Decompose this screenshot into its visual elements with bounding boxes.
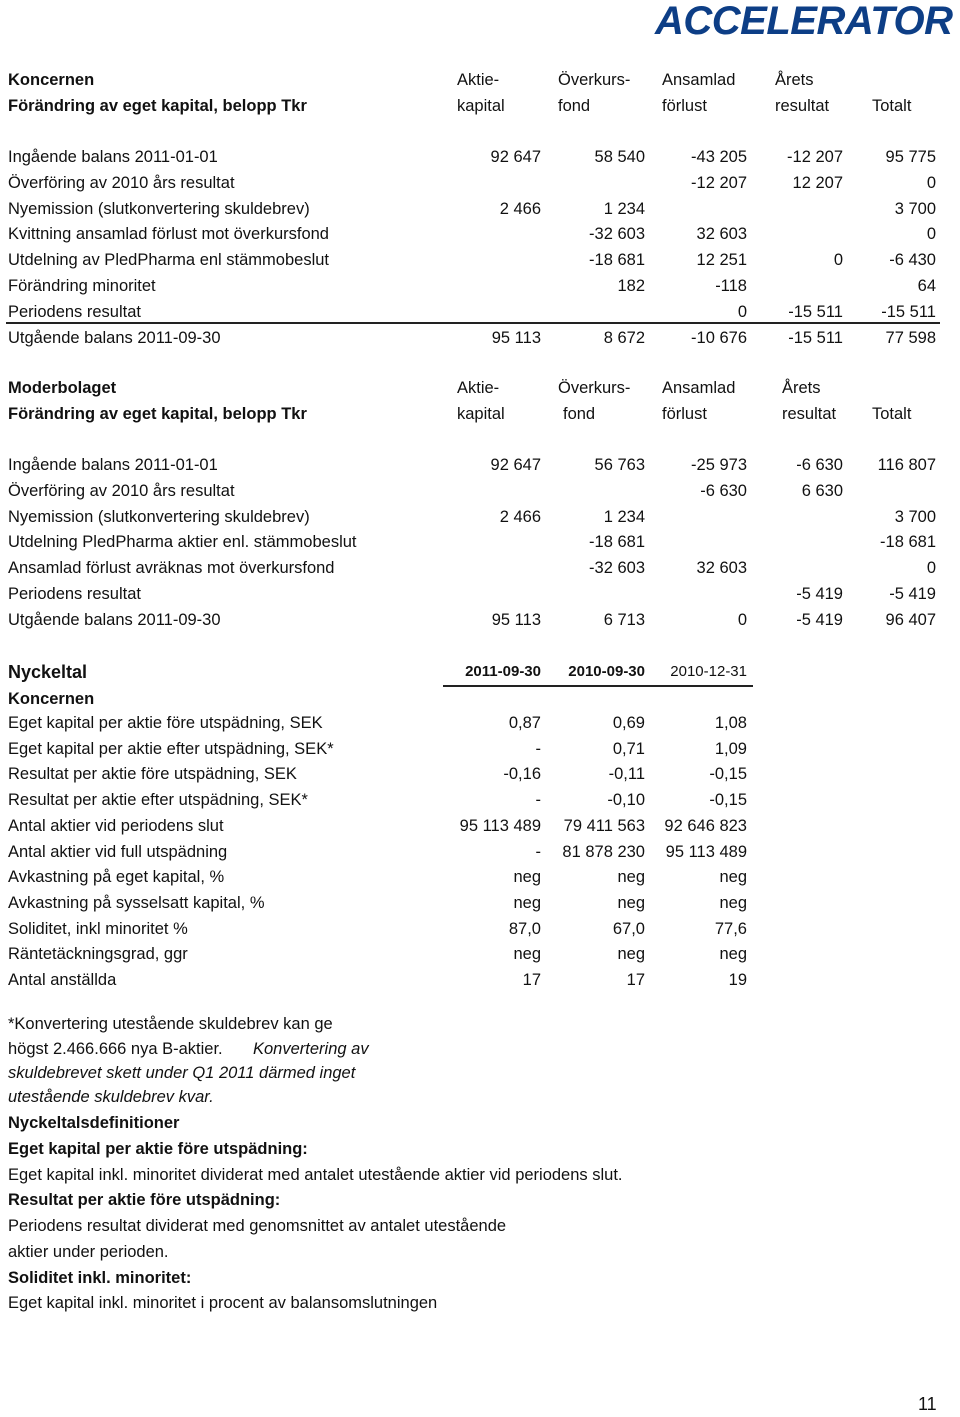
cell-value: -0,15 <box>709 765 747 784</box>
definition-text-row <box>0 1214 960 1238</box>
cell-value: -0,16 <box>503 765 541 784</box>
cell-value: neg <box>719 945 747 964</box>
table-row <box>0 737 960 761</box>
cell-value: -0,11 <box>608 765 645 784</box>
cell-value: -18 681 <box>589 251 645 270</box>
row-label: Soliditet, inkl minoritet % <box>8 919 188 938</box>
cell-value: 0 <box>737 302 747 321</box>
table-row <box>0 968 960 992</box>
row-label: Avkastning på eget kapital, % <box>8 868 225 887</box>
cell-value: neg <box>513 868 541 887</box>
cell-value: 67,0 <box>612 919 645 938</box>
definition-text: Periodens resultat dividerat med genomsnittet av antalet utestående <box>8 1217 507 1235</box>
moderbolaget-col-header-bottom: kapital <box>457 405 505 423</box>
cell-value: 17 <box>626 971 645 989</box>
footnote-text: högst 2.466.666 nya B-aktier. <box>8 1040 223 1058</box>
table-row <box>0 942 960 966</box>
cell-value: 0 <box>926 173 936 192</box>
table-row <box>0 197 960 221</box>
nyckeltal-title: Nyckeltal <box>8 662 88 682</box>
cell-value: 96 407 <box>885 610 936 629</box>
koncernen-subtitle: Förändring av eget kapital, belopp Tkr <box>8 97 307 115</box>
date-header: 2010-09-30 <box>568 663 645 680</box>
definition-text-row <box>0 1291 960 1315</box>
cell-value: 12 251 <box>696 251 747 270</box>
row-label: Utgående balans 2011-09-30 <box>8 328 221 347</box>
cell-value: - <box>535 842 541 861</box>
moderbolaget-col-header-top: Aktie- <box>457 379 500 397</box>
row-label: Periodens resultat <box>8 302 141 321</box>
definition-text: Eget kapital inkl. minoritet dividerat med antalet utestående aktier vid periodens slut. <box>8 1166 623 1184</box>
cell-value: 92 647 <box>490 148 541 166</box>
cell-value: -6 430 <box>889 251 936 270</box>
table-row <box>0 711 960 735</box>
page-number: 11 <box>918 1394 937 1414</box>
row-label: Utdelning PledPharma aktier enl. stämmobeslut <box>8 533 357 552</box>
cell-value: 0 <box>926 225 936 244</box>
cell-value: neg <box>513 945 541 964</box>
row-label: Överföring av 2010 års resultat <box>8 173 235 192</box>
cell-value: 0,69 <box>612 714 645 732</box>
moderbolaget-col-header-top: Ansamlad <box>662 379 736 397</box>
cell-value: 17 <box>522 971 541 989</box>
cell-value: 1,08 <box>714 714 747 732</box>
row-label: Ingående balans 2011-01-01 <box>8 148 218 166</box>
cell-value: 2 466 <box>499 199 541 218</box>
cell-value: 92 647 <box>490 456 541 474</box>
row-label: Nyemission (slutkonvertering skuldebrev) <box>8 507 310 526</box>
definition-title-row <box>0 1188 960 1212</box>
row-label: Nyemission (slutkonvertering skuldebrev) <box>8 199 310 218</box>
cell-value: -32 603 <box>589 559 645 578</box>
table-row <box>0 274 960 298</box>
moderbolaget-col-header-top: Årets <box>782 379 821 397</box>
row-label: Överföring av 2010 års resultat <box>8 481 235 500</box>
row-label: Resultat per aktie efter utspädning, SEK* <box>8 791 308 810</box>
row-label: Eget kapital per aktie före utspädning, SEK <box>8 714 323 732</box>
table-row <box>0 479 960 503</box>
koncernen-col-header-bottom: Totalt <box>872 97 912 115</box>
table-row <box>0 762 960 786</box>
cell-value: neg <box>513 893 541 912</box>
cell-value: 56 763 <box>594 456 645 474</box>
cell-value: - <box>535 791 541 810</box>
date-header: 2010-12-31 <box>670 663 747 680</box>
cell-value: -32 603 <box>589 225 645 244</box>
footnote-line <box>0 1012 960 1036</box>
footnote-text: *Konvertering utestående skuldebrev kan ge <box>8 1015 333 1033</box>
koncernen-col-header-top: Årets <box>775 71 814 89</box>
row-label: Avkastning på sysselsatt kapital, % <box>8 893 265 912</box>
cell-value: 6 713 <box>603 610 645 629</box>
cell-value: -0,15 <box>709 791 747 810</box>
cell-value: -6 630 <box>700 481 747 500</box>
cell-value: 95 113 <box>491 610 541 629</box>
cell-value: 6 630 <box>801 481 843 500</box>
table-row <box>0 814 960 838</box>
definition-title: Soliditet inkl. minoritet: <box>8 1269 192 1287</box>
cell-value: -118 <box>715 277 747 295</box>
koncernen-col-header-top: Aktie- <box>457 71 500 89</box>
cell-value: 77 598 <box>885 328 936 347</box>
table-row <box>0 453 960 477</box>
cell-value: 116 807 <box>877 456 936 474</box>
cell-value: 8 672 <box>603 328 645 347</box>
cell-value: 1 234 <box>603 199 645 218</box>
cell-value: 95 113 <box>491 328 541 347</box>
definitions-title-row <box>0 1111 960 1135</box>
cell-value: 0 <box>833 251 843 270</box>
cell-value: -12 207 <box>787 148 843 166</box>
cell-value: -18 681 <box>880 533 936 552</box>
cell-value: 0,71 <box>612 739 645 758</box>
footnote-text-italic: Konvertering av <box>253 1040 369 1058</box>
row-label: Ansamlad förlust avräknas mot överkursfond <box>8 559 335 578</box>
cell-value: -25 973 <box>691 456 747 474</box>
koncernen-col-header-bottom: fond <box>558 97 591 115</box>
table-row <box>0 917 960 941</box>
cell-value: 12 207 <box>792 173 843 192</box>
row-label: Förändring minoritet <box>8 277 156 295</box>
moderbolaget-subtitle-row <box>0 402 960 426</box>
row-label: Periodens resultat <box>8 585 141 603</box>
cell-value: 1,09 <box>714 739 747 758</box>
definition-title: Resultat per aktie före utspädning: <box>8 1191 281 1209</box>
table-row <box>0 891 960 915</box>
table-row <box>0 300 960 324</box>
nyckeltal-subtitle-row <box>0 687 960 711</box>
cell-value: 32 603 <box>696 225 747 244</box>
koncernen-col-header-bottom: kapital <box>457 97 505 115</box>
cell-value: 0,87 <box>508 714 541 732</box>
cell-value: 3 700 <box>894 199 936 218</box>
table-row <box>0 171 960 195</box>
row-label: Eget kapital per aktie efter utspädning, SEK* <box>8 739 334 758</box>
cell-value: neg <box>719 893 747 912</box>
cell-value: neg <box>617 868 645 887</box>
table-row <box>0 582 960 606</box>
accelerator-logo: ACCELERATOR <box>655 0 953 43</box>
cell-value: -15 511 <box>788 328 843 347</box>
cell-value: 87,0 <box>508 919 541 938</box>
cell-value: 3 700 <box>894 507 936 526</box>
table-row <box>0 326 960 350</box>
cell-value: neg <box>719 868 747 887</box>
cell-value: -5 419 <box>796 585 843 603</box>
definition-title-row <box>0 1266 960 1290</box>
table-row <box>0 530 960 554</box>
nyckeltal-title-row <box>0 660 960 684</box>
cell-value: 182 <box>617 277 645 295</box>
moderbolaget-col-header-bottom: fond <box>563 405 596 423</box>
cell-value: - <box>535 739 541 758</box>
moderbolaget-col-header-bottom: Totalt <box>872 405 912 423</box>
cell-value: -18 681 <box>589 533 645 552</box>
moderbolaget-subtitle: Förändring av eget kapital, belopp Tkr <box>8 405 307 423</box>
table-row <box>0 145 960 169</box>
moderbolaget-col-header-bottom: resultat <box>782 405 837 423</box>
row-label: Utgående balans 2011-09-30 <box>8 610 221 629</box>
koncernen-title: Koncernen <box>8 71 95 89</box>
moderbolaget-col-header-bottom: förlust <box>662 405 707 423</box>
cell-value: -15 511 <box>788 302 843 321</box>
table-row <box>0 840 960 864</box>
cell-value: 92 646 823 <box>664 816 747 835</box>
total-divider-line <box>6 322 940 324</box>
definition-title-row <box>0 1137 960 1161</box>
moderbolaget-title: Moderbolaget <box>8 379 117 397</box>
footnote-line <box>0 1037 960 1061</box>
cell-value: 95 113 489 <box>665 842 747 861</box>
definition-text: aktier under perioden. <box>8 1243 169 1261</box>
cell-value: 1 234 <box>603 507 645 526</box>
table-row <box>0 222 960 246</box>
cell-value: 58 540 <box>594 148 645 166</box>
table-row <box>0 788 960 812</box>
definition-text-row <box>0 1163 960 1187</box>
definition-text: Eget kapital inkl. minoritet i procent av balansomslutningen <box>8 1294 438 1312</box>
cell-value: 79 411 563 <box>563 816 645 835</box>
cell-value: 95 113 489 <box>459 816 541 835</box>
table-row <box>0 248 960 272</box>
cell-value: 77,6 <box>714 919 747 938</box>
row-label: Ingående balans 2011-01-01 <box>8 456 218 474</box>
cell-value: -0,10 <box>607 791 645 810</box>
table-row <box>0 608 960 632</box>
koncernen-subtitle-row <box>0 94 960 118</box>
row-label: Kvittning ansamlad förlust mot överkursfond <box>8 225 329 244</box>
row-label: Antal anställda <box>8 971 117 989</box>
footnote-line <box>0 1061 960 1085</box>
cell-value: neg <box>617 945 645 964</box>
row-label: Utdelning av PledPharma enl stämmobeslut <box>8 251 330 270</box>
footnote-text-italic: utestående skuldebrev kvar. <box>8 1088 214 1106</box>
row-label: Antal aktier vid full utspädning <box>8 842 228 861</box>
cell-value: 19 <box>728 971 747 989</box>
cell-value: -10 676 <box>691 328 747 347</box>
cell-value: -12 207 <box>691 173 747 192</box>
table-row <box>0 505 960 529</box>
cell-value: 95 775 <box>885 148 936 166</box>
cell-value: 0 <box>926 559 936 578</box>
cell-value: -5 419 <box>796 610 843 629</box>
cell-value: 64 <box>917 277 936 295</box>
cell-value: -6 630 <box>796 456 843 474</box>
cell-value: -5 419 <box>889 585 936 603</box>
row-label: Räntetäckningsgrad, ggr <box>8 945 188 964</box>
cell-value: -15 511 <box>881 302 936 321</box>
date-header: 2011-09-30 <box>465 663 541 680</box>
cell-value: 0 <box>737 610 747 629</box>
footnote-line <box>0 1085 960 1109</box>
row-label: Antal aktier vid periodens slut <box>8 816 224 835</box>
koncernen-title-row <box>0 68 960 92</box>
row-label: Resultat per aktie före utspädning, SEK <box>8 765 297 784</box>
definitions-title: Nyckeltalsdefinitioner <box>8 1114 180 1132</box>
table-row <box>0 556 960 580</box>
koncernen-col-header-bottom: förlust <box>662 97 707 115</box>
cell-value: -43 205 <box>691 148 747 166</box>
definition-text-row <box>0 1240 960 1264</box>
cell-value: 32 603 <box>696 559 747 578</box>
definition-title: Eget kapital per aktie före utspädning: <box>8 1140 308 1158</box>
moderbolaget-title-row <box>0 376 960 400</box>
footnote-text-italic: skuldebrevet skett under Q1 2011 därmed inget <box>8 1064 356 1082</box>
cell-value: 81 878 230 <box>562 842 645 861</box>
koncernen-col-header-top: Överkurs- <box>558 71 631 89</box>
nyckeltal-subtitle: Koncernen <box>8 690 95 708</box>
koncernen-col-header-top: Ansamlad <box>662 71 736 89</box>
koncernen-col-header-bottom: resultat <box>775 97 830 115</box>
moderbolaget-col-header-top: Överkurs- <box>558 379 631 397</box>
table-row <box>0 865 960 889</box>
cell-value: neg <box>617 893 645 912</box>
cell-value: 2 466 <box>499 507 541 526</box>
